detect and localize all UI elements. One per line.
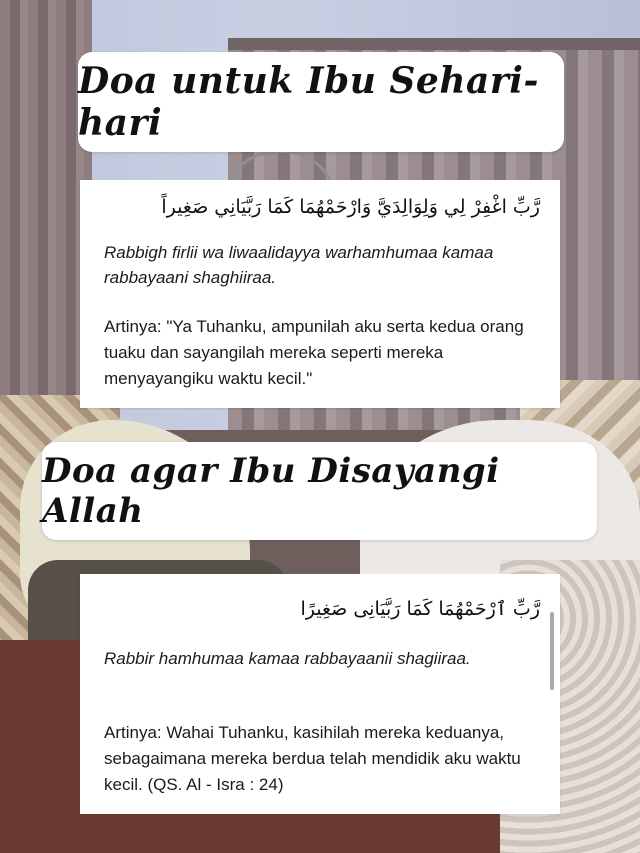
curtain-rod	[228, 38, 640, 50]
section-1-arabic-text: رَّبِّ اغْفِرْ لِي وَلِوَالِدَيَّ وَارْحَمْهُمَا كَمَا رَبَّيَانِي صَغِيراً	[161, 196, 540, 218]
section-1-title: Doa untuk Ibu Sehari-hari	[78, 60, 539, 144]
section-1-translation: Artinya: "Ya Tuhanku, ampunilah aku serta kedua orang tuaku dan sayangilah mereka seperti mereka menyayangiku waktu kecil."	[104, 317, 524, 388]
section-2-title: Doa agar Ibu Disayangi Allah	[42, 451, 500, 531]
section-1-transliteration: Rabbigh firlii wa liwaalidayya warhamhumaa kamaa rabbayaani shaghiiraa.	[104, 243, 494, 287]
section-2-title-banner	[42, 442, 597, 540]
scrollbar[interactable]	[550, 612, 554, 690]
section-2-translation: Artinya: Wahai Tuhanku, kasihilah mereka keduanya, sebagaimana mereka berdua telah mendidik aku waktu kecil. (QS. Al - Isra : 24)	[104, 723, 521, 794]
section-2-transliteration: Rabbir hamhumaa kamaa rabbayaanii shagiiraa.	[104, 649, 471, 668]
section-2-prayer-card	[80, 574, 560, 814]
section-2-arabic-text: رَّبِّ ٱرْحَمْهُمَا كَمَا رَبَّيَانِى صَغِيرًا	[300, 598, 540, 620]
section-1-title-banner	[78, 52, 564, 152]
section-1-prayer-card	[80, 180, 560, 408]
